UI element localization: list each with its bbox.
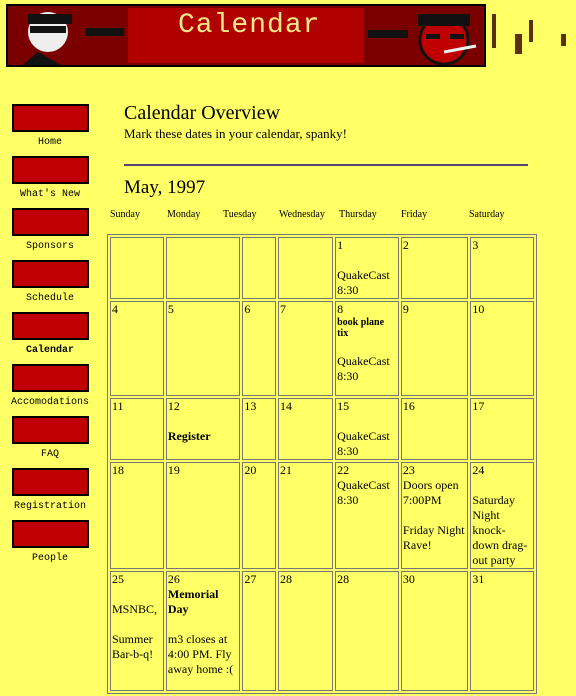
day-number: 19 [167,463,180,477]
nav-label: Calendar [25,345,74,356]
day-cell [470,571,534,691]
day-header-sunday: Sunday [110,209,140,220]
week-row [110,462,534,569]
nav-label: Registration [13,501,86,512]
day-cell [166,301,241,396]
nav-label: What's New [19,189,80,200]
day-header-thursday: Thursday [339,209,377,220]
sidebar-nav [8,104,92,572]
event-text: Register [167,429,211,443]
day-number: 23 [402,463,415,477]
day-cell [401,571,468,691]
nav-item-calendar[interactable] [8,312,92,364]
bullet-streak-icon[interactable] [12,364,89,392]
bullet-streak-icon[interactable] [12,416,89,444]
page-title: Calendar Overview [124,102,281,124]
nav-item-accomodations[interactable] [8,364,92,416]
event-text: m3 closes at 4:00 PM. Fly away home :( [167,632,234,676]
nav-item-home[interactable] [8,104,92,156]
spacer [337,339,397,354]
day-cell [242,301,276,396]
bullet-streak-icon[interactable] [12,520,89,548]
nav-item-what-s-new[interactable] [8,156,92,208]
day-cell [335,237,399,299]
day-header-friday: Friday [401,209,428,220]
day-number: 2 [402,238,409,252]
day-cell [242,571,276,691]
day-number: 13 [244,399,257,413]
nav-label: People [31,553,68,564]
day-cell [470,398,534,460]
event-text: Saturday Night knock-down drag-out party [472,493,528,567]
day-number: 3 [472,238,479,252]
bullet-streak-icon[interactable] [12,104,89,132]
day-cell [166,571,241,691]
day-number: 16 [402,399,415,413]
day-cell [335,462,399,569]
event-text: QuakeCast 8:30 [337,268,390,297]
event-text: QuakeCast 8:30 [337,478,390,507]
event-text: QuakeCast 8:30 [337,429,390,458]
day-number: 26 [167,572,180,586]
day-header-monday: Monday [167,209,201,220]
event-text: Doors open 7:00PM [402,478,459,507]
day-cell [166,398,241,460]
day-cell [335,301,399,396]
day-cell [166,237,241,299]
nav-item-schedule[interactable] [8,260,92,312]
day-number: 31 [472,572,485,586]
nav-item-registration[interactable] [8,468,92,520]
day-header-tuesday: Tuesday [223,209,257,220]
day-number: 12 [167,399,180,413]
day-number: 9 [402,302,409,316]
spacer [112,617,162,632]
day-cell [110,571,164,691]
day-number: 28 [337,572,350,586]
day-number: 27 [244,572,257,586]
event-text: Friday Night Rave! [402,523,465,552]
spacer [112,587,162,602]
bullet-streak-icon[interactable] [12,260,89,288]
day-cell [401,237,468,299]
banner-title: Calendar [178,10,321,41]
day-header-saturday: Saturday [469,209,505,220]
day-number: 5 [167,302,174,316]
month-heading: May, 1997 [124,177,206,198]
day-number: 14 [280,399,292,413]
day-number: 25 [112,572,124,586]
week-row [110,237,534,299]
bullet-streak-icon[interactable] [12,208,89,236]
nav-item-faq[interactable] [8,416,92,468]
day-number: 7 [280,302,286,316]
content-header [124,102,528,142]
day-number: 21 [280,463,292,477]
day-number: 18 [112,463,124,477]
day-number: 28 [280,572,292,586]
day-cell [110,301,164,396]
event-text: Summer Bar-b-q! [112,632,154,661]
day-cell [278,398,333,460]
nav-label: Accomodations [10,397,89,408]
day-number: 1 [337,238,344,252]
day-number: 24 [472,463,485,477]
day-number: 6 [244,302,251,316]
day-number: 30 [402,572,415,586]
day-cell [110,462,164,569]
gangster-left-icon [8,6,128,67]
spacer [403,508,466,523]
spacer [168,617,239,632]
day-cell [401,301,468,396]
spacer [337,253,397,268]
event-text: Memorial Day [167,587,219,616]
day-number: 22 [337,463,350,477]
day-cell [278,462,333,569]
event-text: book plane tix [337,317,385,339]
bullet-streak-icon[interactable] [12,156,89,184]
nav-label: Schedule [25,293,74,304]
week-row [110,398,534,460]
day-cell [166,462,241,569]
day-cell [110,237,164,299]
divider [124,164,528,166]
day-cell [278,571,333,691]
day-cell [470,237,534,299]
week-row [110,571,534,691]
day-cell [242,462,276,569]
day-cell [401,462,468,569]
gangster-right-icon [364,6,484,67]
nav-item-sponsors[interactable] [8,208,92,260]
day-cell [110,398,164,460]
day-cell [335,571,399,691]
day-cell [335,398,399,460]
day-cell [470,462,534,569]
day-cell [401,398,468,460]
page-subtitle: Mark these dates in your calendar, spanky! [124,126,347,141]
nav-item-people[interactable] [8,520,92,572]
nav-label: Home [37,137,62,148]
day-number: 11 [112,399,124,413]
day-cell [278,301,333,396]
calendar-grid [107,234,537,694]
day-number: 20 [244,463,257,477]
nav-label: FAQ [40,449,59,460]
event-text: QuakeCast 8:30 [337,354,390,383]
nav-label: Sponsors [25,241,74,252]
day-cell [242,398,276,460]
gangster-face-icon[interactable] [12,312,89,340]
day-header-wednesday: Wednesday [279,209,325,220]
calendar-banner [6,4,486,67]
day-cell [470,301,534,396]
event-text: MSNBC, [112,602,158,616]
bullet-holes-icon [488,14,570,64]
day-number: 4 [112,302,118,316]
spacer [337,414,397,429]
day-number: 17 [472,399,485,413]
bullet-streak-icon[interactable] [12,468,89,496]
spacer [472,478,532,493]
day-cell [242,237,276,299]
week-row [110,301,534,396]
spacer [168,414,239,429]
day-number: 15 [337,399,350,413]
day-number: 8 [337,302,344,316]
day-number: 10 [472,302,485,316]
day-cell [278,237,333,299]
